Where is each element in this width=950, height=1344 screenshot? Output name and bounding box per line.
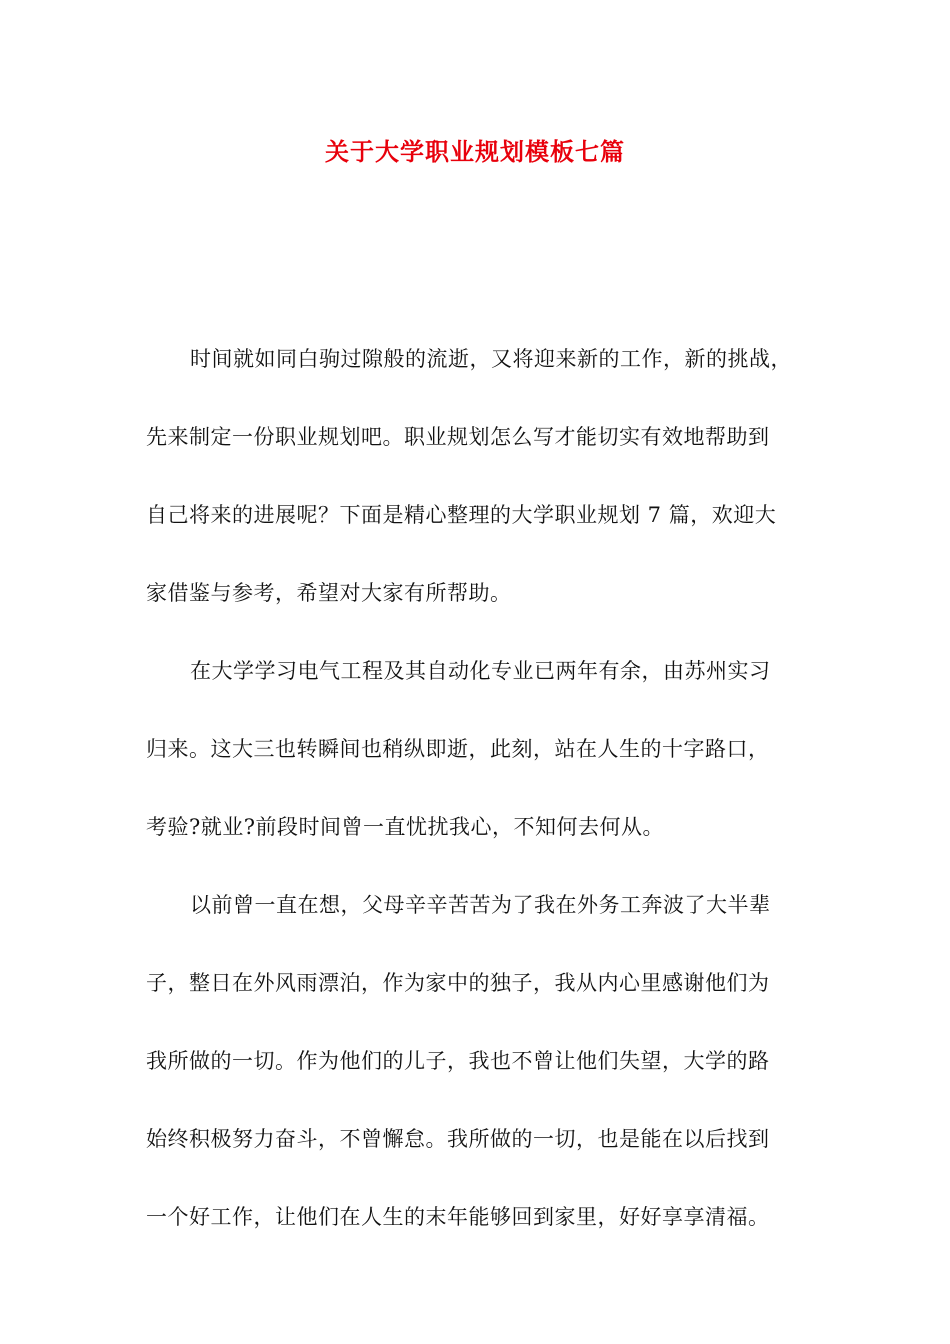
text-line: 子，整日在外风雨漂泊，作为家中的独子，我从内心里感谢他们为: [146, 971, 770, 995]
text-line: 考验?就业?前段时间曾一直忧扰我心，不知何去何从。: [146, 815, 665, 839]
text-line: 自己将来的进展呢？下面是精心整理的大学职业规划 7 篇，欢迎大: [146, 503, 777, 527]
paragraph-study: [146, 632, 814, 866]
text-line: 家借鉴与参考，希望对大家有所帮助。: [146, 581, 512, 605]
text-line: 时间就如同白驹过隙般的流逝，又将迎来新的工作，新的挑战，: [190, 347, 792, 371]
text-line: 我所做的一切。作为他们的儿子，我也不曾让他们失望，大学的路: [146, 1049, 770, 1073]
text-line: 先来制定一份职业规划吧。职业规划怎么写才能切实有效地帮助到: [146, 425, 770, 449]
document-body: [146, 320, 814, 1256]
text-line: 一个好工作，让他们在人生的末年能够回到家里，好好享享清福。: [146, 1205, 770, 1229]
text-line: 始终积极努力奋斗，不曾懈怠。我所做的一切，也是能在以后找到: [146, 1127, 770, 1151]
document-title: 关于大学职业规划模板七篇: [325, 137, 625, 166]
text-line: 以前曾一直在想，父母辛辛苦苦为了我在外务工奔波了大半辈: [190, 893, 771, 917]
paragraph-parents: [146, 866, 814, 1256]
paragraph-intro: [146, 320, 814, 632]
text-line: 归来。这大三也转瞬间也稍纵即逝，此刻，站在人生的十字路口，: [146, 737, 770, 761]
text-line: 在大学学习电气工程及其自动化专业已两年有余，由苏州实习: [190, 659, 771, 683]
